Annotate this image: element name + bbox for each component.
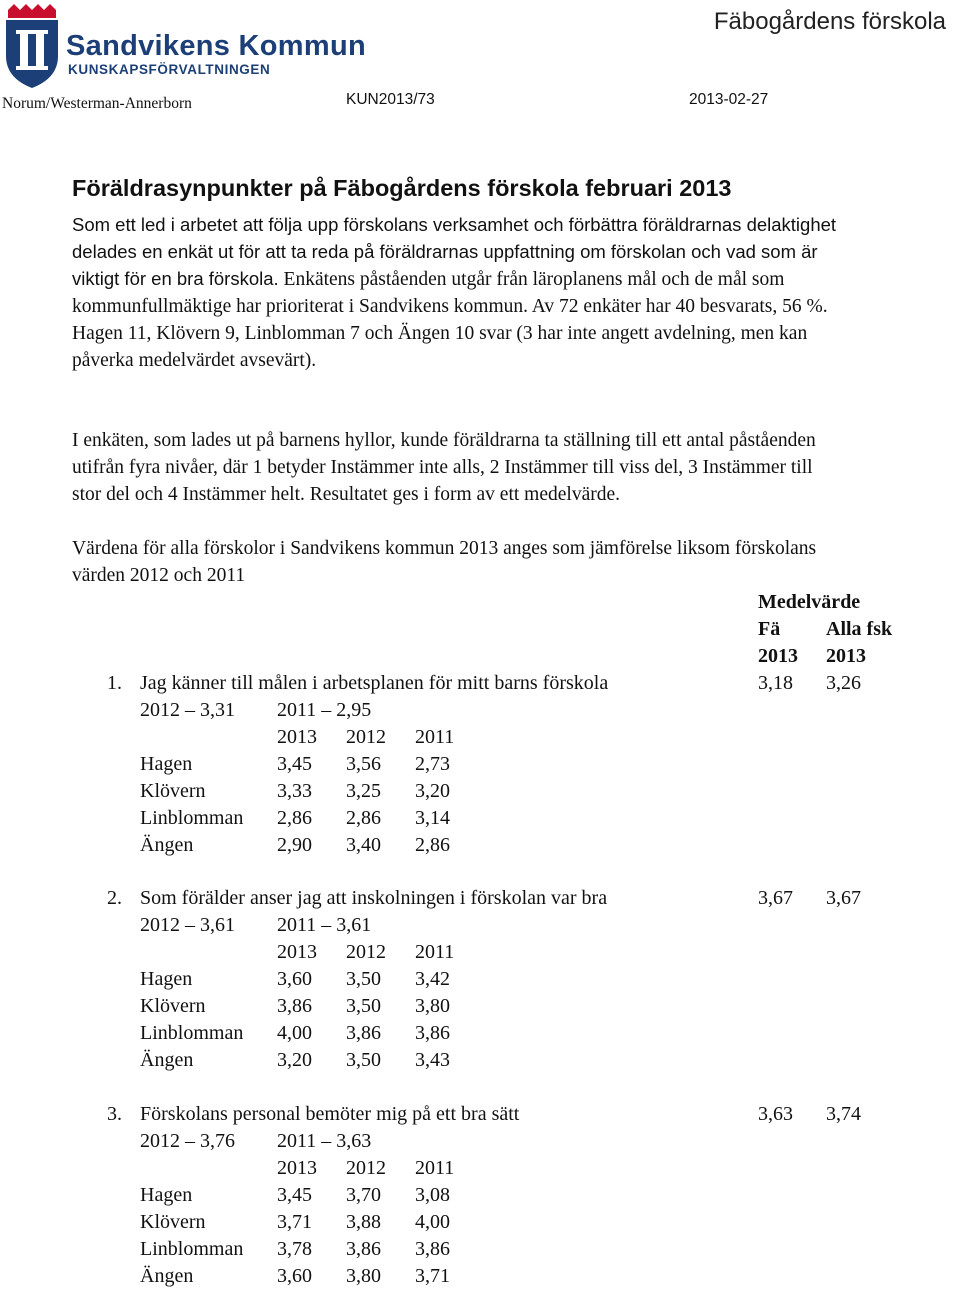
department-value: 3,86	[346, 1022, 381, 1044]
department-value: 3,80	[346, 1265, 381, 1287]
comparison-line: värden 2012 och 2011	[72, 565, 246, 586]
question-number: 3.	[107, 1103, 122, 1125]
method-line: utifrån fyra nivåer, där 1 betyder Instämmer inte alls, 2 Instämmer till viss del, 3 Instämmer till	[72, 457, 813, 478]
department-value: 2,86	[346, 807, 381, 829]
department-name: Ängen	[140, 1049, 194, 1071]
department-value: 3,42	[415, 968, 450, 990]
intro-paragraph	[72, 211, 952, 374]
mean-column-all: Alla fsk	[826, 618, 893, 640]
department-name: Hagen	[140, 753, 193, 775]
department-value: 3,33	[277, 780, 312, 802]
document-authors: Norum/Westerman-Annerborn	[2, 95, 192, 112]
department-value: 2,90	[277, 834, 312, 856]
mean-year-fa: 2013	[758, 645, 798, 667]
mean-column-fa: Fä	[758, 618, 781, 640]
department-value: 4,00	[415, 1211, 450, 1233]
mean-all-2013: 3,74	[826, 1103, 861, 1125]
department-name: Linblomman	[140, 807, 244, 829]
department-name: Klövern	[140, 780, 206, 802]
organization-department: KUNSKAPSFÖRVALTNINGEN	[68, 62, 271, 77]
department-value: 3,86	[277, 995, 312, 1017]
department-name: Ängen	[140, 1265, 194, 1287]
comparison-paragraph	[72, 535, 952, 589]
question-text: Som förälder anser jag att inskolningen i förskolan var bra	[140, 887, 608, 909]
comparison-line: Värdena för alla förskolor i Sandvikens kommun 2013 anges som jämförelse liksom förskolans	[72, 538, 817, 559]
document-reference: KUN2013/73	[346, 91, 435, 108]
question-text: Förskolans personal bemöter mig på ett bra sätt	[140, 1103, 520, 1125]
department-value: 3,88	[346, 1211, 381, 1233]
department-value: 3,20	[277, 1049, 312, 1071]
previous-2011: 2011 – 3,63	[277, 1130, 372, 1152]
question-number: 1.	[107, 672, 122, 694]
page-title: Föräldrasynpunkter på Fäbogårdens förskola februari 2013	[72, 175, 732, 201]
question-number: 2.	[107, 887, 122, 909]
department-value: 3,45	[277, 753, 312, 775]
department-name: Linblomman	[140, 1022, 244, 1044]
year-header: 2013	[277, 726, 317, 748]
department-value: 3,70	[346, 1184, 381, 1206]
previous-2011: 2011 – 2,95	[277, 699, 372, 721]
previous-2012: 2012 – 3,31	[140, 699, 235, 721]
year-header: 2013	[277, 941, 317, 963]
mean-fa-2013: 3,67	[758, 887, 793, 909]
mean-fa-2013: 3,63	[758, 1103, 793, 1125]
department-value: 3,86	[346, 1238, 381, 1260]
year-header: 2013	[277, 1157, 317, 1179]
method-line: stor del och 4 Instämmer helt. Resultatet ges i form av ett medelvärde.	[72, 484, 620, 505]
municipality-coat-of-arms-logo	[0, 0, 62, 90]
method-line: I enkäten, som lades ut på barnens hyllor, kunde föräldrarna ta ställning till ett antal påståenden	[72, 430, 816, 451]
year-header: 2012	[346, 726, 386, 748]
mean-value-heading: Medelvärde	[758, 591, 861, 613]
mean-fa-2013: 3,18	[758, 672, 793, 694]
year-header: 2012	[346, 1157, 386, 1179]
previous-2011: 2011 – 3,61	[277, 914, 372, 936]
department-name: Hagen	[140, 968, 193, 990]
department-name: Hagen	[140, 1184, 193, 1206]
department-value: 3,71	[415, 1265, 450, 1287]
year-header: 2011	[415, 726, 455, 748]
department-value: 3,86	[415, 1022, 450, 1044]
intro-line: viktigt för en bra förskola. Enkätens påståenden utgår från läroplanens mål och de mål som	[72, 268, 785, 290]
department-value: 3,43	[415, 1049, 450, 1071]
question-text: Jag känner till målen i arbetsplanen för mitt barns förskola	[140, 672, 609, 694]
department-value: 3,25	[346, 780, 381, 802]
department-name: Klövern	[140, 995, 206, 1017]
document-date: 2013-02-27	[689, 91, 769, 108]
department-value: 3,71	[277, 1211, 312, 1233]
department-value: 3,08	[415, 1184, 450, 1206]
department-name: Ängen	[140, 834, 194, 856]
department-name: Klövern	[140, 1211, 206, 1233]
mean-all-2013: 3,26	[826, 672, 861, 694]
previous-2012: 2012 – 3,61	[140, 914, 235, 936]
department-value: 3,50	[346, 968, 381, 990]
department-value: 3,45	[277, 1184, 312, 1206]
department-value: 3,60	[277, 1265, 312, 1287]
department-value: 2,86	[277, 807, 312, 829]
department-value: 4,00	[277, 1022, 312, 1044]
department-value: 3,20	[415, 780, 450, 802]
intro-line: kommunfullmäktige har prioriterat i Sandvikens kommun. Av 72 enkäter har 40 besvarats, 56 %.	[72, 296, 828, 317]
department-value: 3,78	[277, 1238, 312, 1260]
organization-name: Sandvikens Kommun	[66, 30, 366, 62]
department-value: 3,14	[415, 807, 450, 829]
department-value: 3,50	[346, 995, 381, 1017]
intro-line: påverka medelvärdet avsevärt).	[72, 350, 317, 371]
school-name-header: Fäbogårdens förskola	[713, 8, 946, 35]
intro-line: Hagen 11, Klövern 9, Linblomman 7 och Ängen 10 svar (3 har inte angett avdelning, men kan	[72, 323, 808, 344]
mean-all-2013: 3,67	[826, 887, 861, 909]
department-value: 2,73	[415, 753, 450, 775]
year-header: 2011	[415, 941, 455, 963]
year-header: 2011	[415, 1157, 455, 1179]
department-value: 3,56	[346, 753, 381, 775]
department-value: 3,86	[415, 1238, 450, 1260]
year-header: 2012	[346, 941, 386, 963]
department-value: 3,60	[277, 968, 312, 990]
previous-2012: 2012 – 3,76	[140, 1130, 235, 1152]
method-paragraph	[72, 427, 952, 508]
intro-line: Som ett led i arbetet att följa upp förskolans verksamhet och förbättra föräldrarnas delaktighet	[72, 214, 837, 235]
department-value: 3,50	[346, 1049, 381, 1071]
mean-year-all: 2013	[826, 645, 866, 667]
department-value: 2,86	[415, 834, 450, 856]
department-name: Linblomman	[140, 1238, 244, 1260]
intro-line: delades en enkät ut för att ta reda på föräldrarnas uppfattning om förskolan och vad som är	[72, 241, 818, 262]
department-value: 3,80	[415, 995, 450, 1017]
department-value: 3,40	[346, 834, 381, 856]
